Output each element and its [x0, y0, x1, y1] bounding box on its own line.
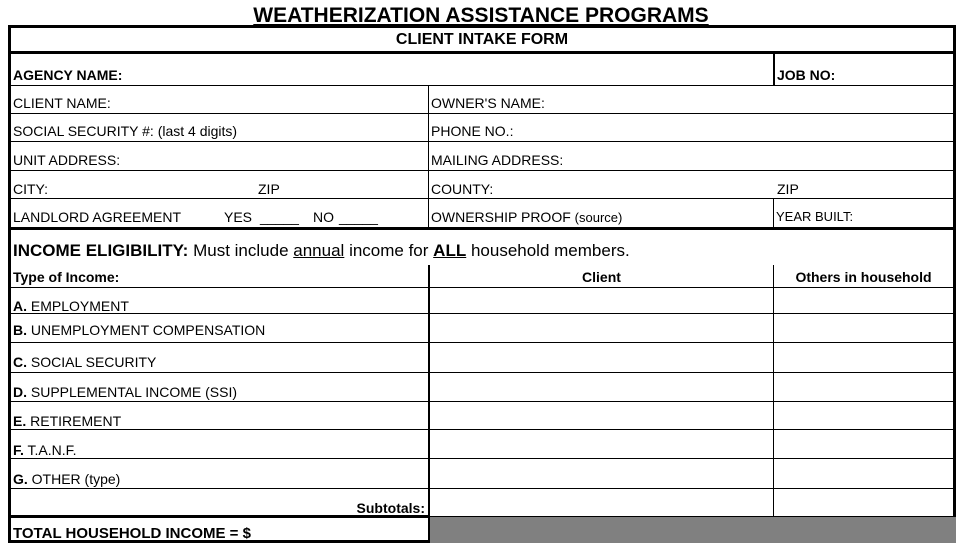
rule [773, 54, 775, 85]
rule [11, 85, 953, 86]
yes-label: YES [224, 209, 253, 225]
rule [11, 313, 953, 314]
others-column-header: Others in household [795, 269, 932, 285]
rule [11, 198, 953, 199]
client-intake-form [8, 25, 956, 543]
income-row-f [13, 442, 77, 458]
unit-address-label: UNIT ADDRESS: [13, 152, 121, 168]
row-label: SUPPLEMENTAL INCOME (SSI) [30, 384, 238, 400]
ownership-proof-label [431, 209, 622, 226]
row-label: OTHER (type) [31, 471, 121, 487]
rule [428, 86, 429, 227]
rule [11, 401, 953, 402]
row-label: UNEMPLOYMENT COMPENSATION [30, 322, 266, 338]
rule [11, 51, 953, 54]
no-label: NO [313, 209, 334, 225]
income-row-a [13, 298, 129, 314]
client-name-label: CLIENT NAME: [13, 95, 111, 111]
rule [11, 141, 953, 142]
mailing-address-label: MAILING ADDRESS: [431, 152, 564, 168]
income-row-e [13, 413, 121, 429]
income-row-d [13, 384, 237, 400]
income-row-b [13, 322, 265, 338]
row-label: T.A.N.F. [27, 442, 77, 458]
yes-blank: _____ [260, 209, 299, 225]
row-letter: D. [13, 384, 27, 400]
owner-name-label: OWNER'S NAME: [431, 95, 545, 111]
zip-label: ZIP [777, 181, 799, 197]
total-household-income-label: TOTAL HOUSEHOLD INCOME = $ [13, 525, 251, 542]
rule [773, 198, 774, 227]
row-label: SOCIAL SECURITY [30, 354, 157, 370]
income-instr-1: Must include [193, 241, 289, 260]
type-of-income-header: Type of Income: [13, 269, 120, 285]
row-letter: F. [13, 442, 24, 458]
rule [428, 265, 430, 543]
no-blank: _____ [339, 209, 378, 225]
subtotals-label: Subtotals: [356, 500, 425, 516]
income-instr-2: income for [349, 241, 429, 260]
row-letter: G. [13, 471, 28, 487]
client-column-header: Client [582, 269, 621, 285]
ssn-label: SOCIAL SECURITY #: (last 4 digits) [13, 123, 238, 139]
rule [11, 113, 953, 114]
zip-label: ZIP [258, 181, 280, 197]
row-letter: E. [13, 413, 27, 429]
row-letter: B. [13, 322, 27, 338]
rule [11, 170, 953, 171]
source-note: (source) [574, 210, 623, 225]
income-heading-bold: INCOME ELIGIBILITY: [13, 241, 189, 260]
city-label: CITY: [13, 181, 49, 197]
rule [11, 287, 953, 288]
income-instr-annual: annual [293, 241, 345, 260]
form-subtitle: CLIENT INTAKE FORM [395, 31, 569, 48]
rule [11, 458, 953, 459]
ownership-proof-text: OWNERSHIP PROOF [431, 209, 571, 225]
income-row-c [13, 354, 156, 370]
landlord-agreement-label: LANDLORD AGREEMENT [13, 209, 182, 225]
row-letter: A. [13, 298, 27, 314]
rule [11, 372, 953, 373]
income-instr-3: household members. [470, 241, 630, 260]
row-label: RETIREMENT [30, 413, 122, 429]
income-instr-all: ALL [433, 241, 467, 260]
rule [11, 429, 953, 430]
page-title: WEATHERIZATION ASSISTANCE PROGRAMS [253, 4, 709, 27]
rule [11, 342, 953, 343]
county-label: COUNTY: [431, 181, 494, 197]
row-letter: C. [13, 354, 27, 370]
agency-name-label: AGENCY NAME: [13, 67, 123, 83]
rule [773, 265, 774, 517]
rule [11, 488, 953, 489]
income-eligibility-heading [13, 241, 630, 261]
year-built-label: YEAR BUILT: [776, 209, 854, 224]
income-row-g [13, 471, 120, 487]
rule [11, 227, 953, 230]
row-label: EMPLOYMENT [30, 298, 129, 314]
total-income-shaded-cell [430, 517, 956, 543]
job-no-label: JOB NO: [777, 67, 836, 83]
phone-label: PHONE NO.: [431, 123, 514, 139]
